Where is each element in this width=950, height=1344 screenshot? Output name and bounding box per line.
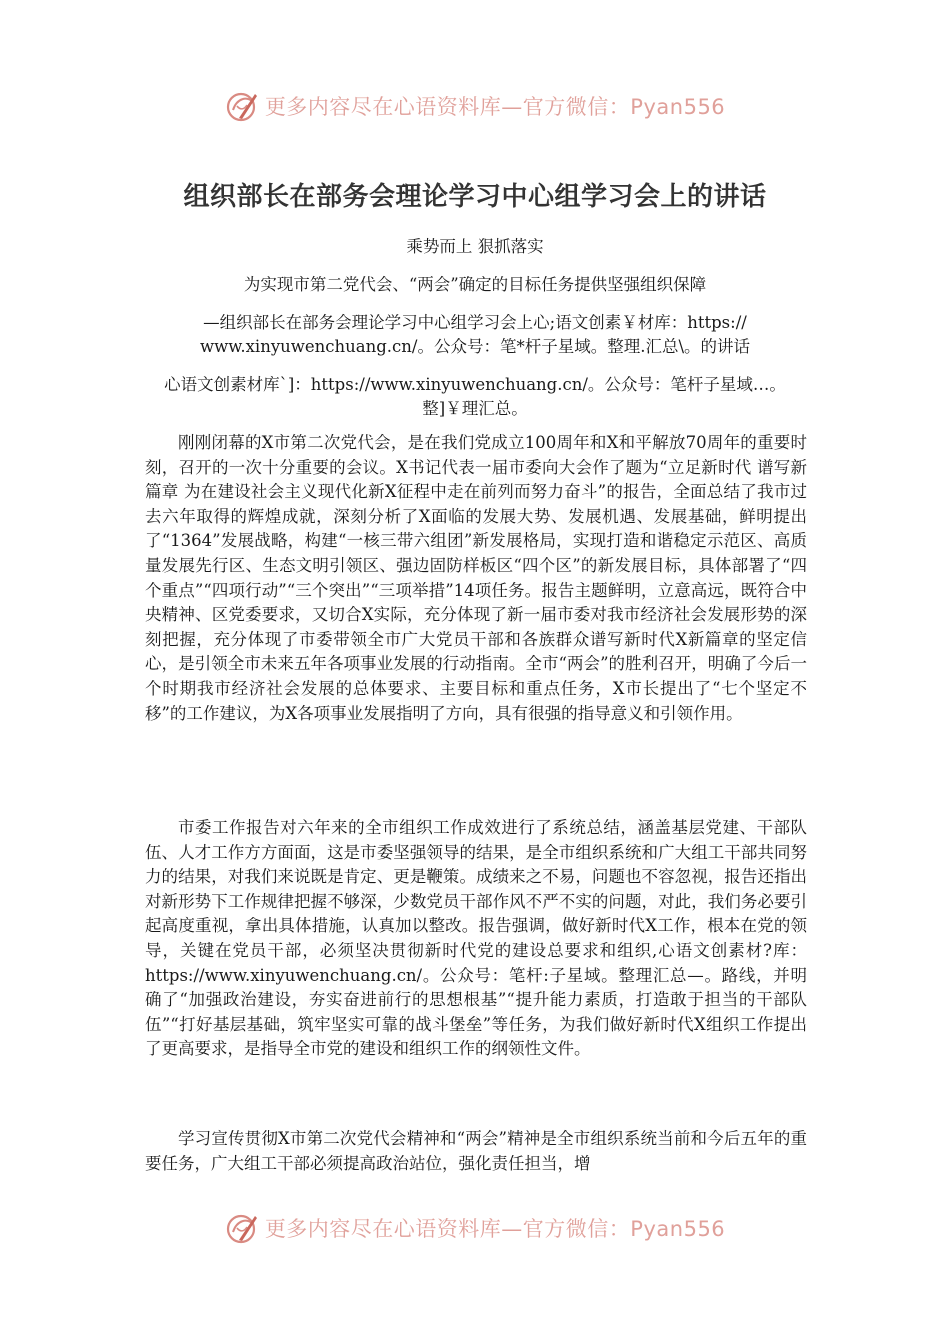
subtitle-line: 乘势而上 狠抓落实 (406, 237, 544, 256)
watermark-text: 更多内容尽在心语资料库—官方微信：Pyan556 (264, 95, 726, 119)
document-title: 组织部长在部务会理论学习中心组学习会上的讲话 (183, 182, 767, 212)
footer-watermark-banner (0, 1206, 950, 1250)
header-watermark-banner (0, 84, 950, 128)
subtitle-line: —组织部长在部务会理论学习中心组学习会上心;语文创素￥材库：https:// (203, 313, 747, 332)
body-paragraph: 市委工作报告对六年来的全市组织工作成效进行了系统总结，涵盖基层党建、干部队伍、人才工作方方面面，这是市委坚强领导的结果，是全市组织系统和广大组工干部共同努力的结果，对我们来说既是肯定、更是鞭策。成绩来之不易，问题也不容忽视，报告还指出对新形势下工作规律把握不够深，少数党员干部作风不严不实的问题，对此，我们务必要引起高度重视，拿出具体措施，认真加以整改。报告强调，做好新时代X工作，根本在党的领导，关键在党员干部，必须坚决贯彻新时代党的建设总要求和组织,心语文创素材?库：https://www.xinyuwenchuang.cn/。公众号：笔杆:子星域。整理汇总—。路线，并明确了“加强政治建设，夯实奋进前行的思想根基”“提升能力素质，打造敢于担当的干部队伍”“打好基层基础，筑牢坚实可靠的战斗堡垒”等任务，为我们做好新时代X组织工作提出了更高要求，是指导全市党的建设和组织工作的纲领性文件。 (145, 818, 807, 1059)
subtitle-line: www.xinyuwenchuang.cn/。公众号：笔*杆子星域。整理.汇总\。的讲话 (199, 337, 751, 356)
subtitle-line: 为实现市第二党代会、“两会”确定的目标任务提供坚强组织保障 (243, 275, 707, 294)
watermark-text: 更多内容尽在心语资料库—官方微信：Pyan556 (264, 1217, 726, 1241)
pen-swirl-logo-icon (225, 88, 261, 124)
pen-swirl-logo-icon (225, 1210, 261, 1246)
body-paragraph: 刚刚闭幕的X市第二次党代会，是在我们党成立100周年和X和平解放70周年的重要时刻，召开的一次十分重要的会议。X书记代表一届市委向大会作了题为“立足新时代 谱写新篇章 为在建设社会主义现代化新X征程中走在前列而努力奋斗”的报告，全面总结了我市过去六年取得的辉煌成就，深刻分析了X面临的发展大势、发展机遇、发展基础，鲜明提出了“1364”发展战略，构建“一核三带六组团”新发展格局，实现打造和谐稳定示范区、高质量发展先行区、生态文明引领区、强边固防样板区“四个区”的新发展目标，具体部署了“四个重点”“四项行动”“三个突出”“三项举措”14项任务。报告主题鲜明，立意高远，既符合中央精神、区党委要求，又切合X实际，充分体现了新一届市委对我市经济社会发展形势的深刻把握，充分体现了市委带领全市广大党员干部和各族群众谱写新时代X新篇章的坚定信心，是引领全市未来五年各项事业发展的行动指南。全市“两会”的胜利召开，明确了今后一个时期我市经济社会发展的总体要求、主要目标和重点任务，X市长提出了“七个坚定不移”的工作建议，为X各项事业发展指明了方向，具有很强的指导意义和引领作用。 (145, 433, 807, 723)
subtitle-line: 心语文创素材库`]：https://www.xinyuwenchuang.cn/。公众号：笔杆子星域…。 (164, 375, 786, 394)
subtitle-line: 整]￥理汇总。 (422, 399, 528, 418)
body-paragraph: 学习宣传贯彻X市第二次党代会精神和“两会”精神是全市组织系统当前和今后五年的重要任务，广大组工干部必须提高政治站位，强化责任担当，增 (145, 1129, 807, 1173)
